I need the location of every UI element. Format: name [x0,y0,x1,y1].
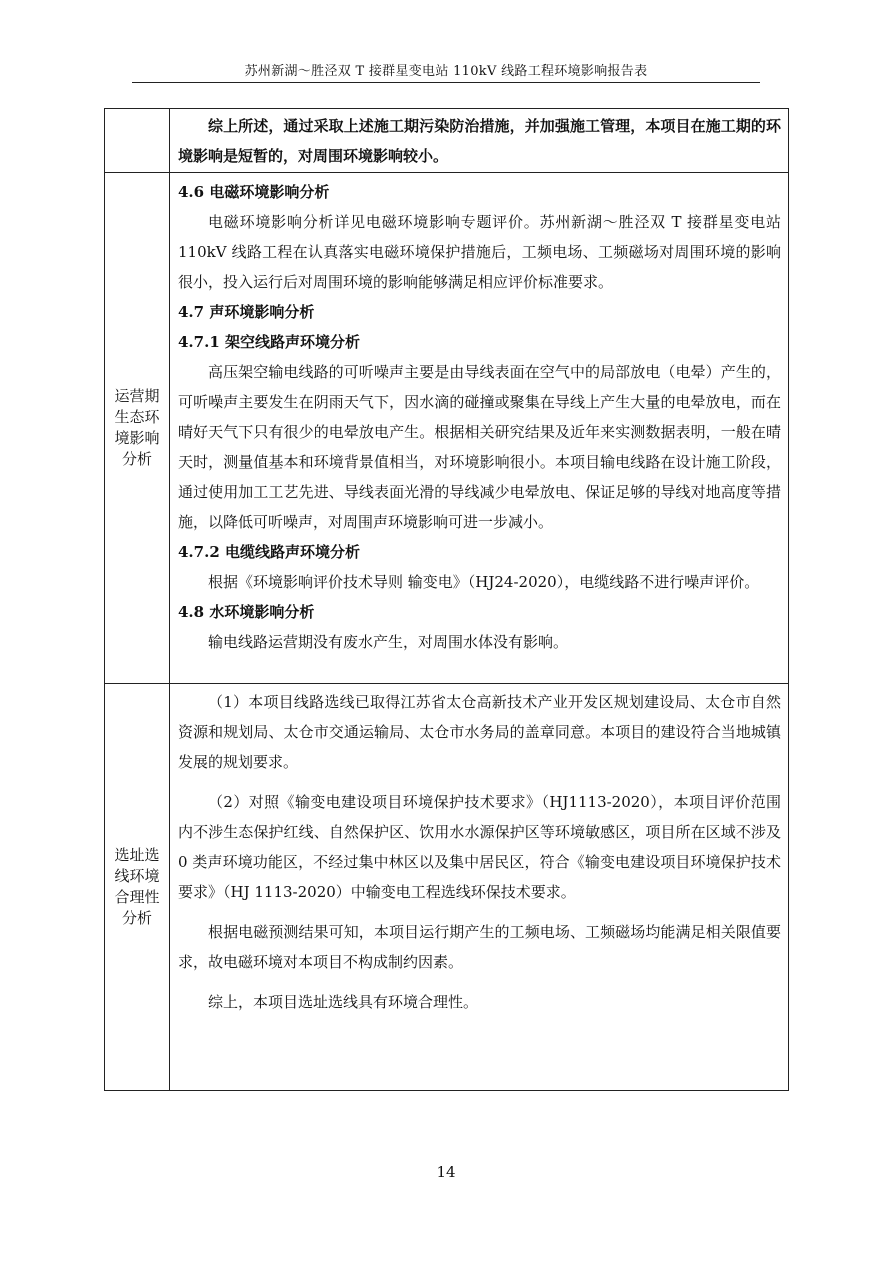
table-row [105,684,789,1091]
row-label-siting-text: 选址选线环境合理性分析 [114,846,160,927]
report-table [104,108,789,1091]
section-4-7-2-body: 根据《环境影响评价技术导则 输变电》（HJ24-2020），电缆线路不进行噪声评价。 [208,573,760,591]
siting-paragraph-4: 综上，本项目选址选线具有环境合理性。 [208,993,479,1011]
construction-summary: 综上所述，通过采取上述施工期污染防治措施，并加强施工管理，本项目在施工期的环境影响是短暂的，对周围环境影响较小。 [178,117,781,165]
siting-paragraph-3: 根据电磁预测结果可知，本项目运行期产生的工频电场、工频磁场均能满足相关限值要求，故电磁环境对本项目不构成制约因素。 [178,923,781,971]
row-label-empty [105,109,170,173]
section-4-7-1-title: 4.7.1 架空线路声环境分析 [178,333,360,351]
siting-paragraph-1: （1）本项目线路选线已取得江苏省太仓高新技术产业开发区规划建设局、太仓市自然资源和规划局、太仓市交通运输局、太仓市水务局的盖章同意。本项目的建设符合当地城镇发展的规划要求。 [178,693,781,771]
section-4-6-body: 电磁环境影响分析详见电磁环境影响专题评价。苏州新湖～胜泾双 T 接群星变电站 110kV 线路工程在认真落实电磁环境保护措施后，工频电场、工频磁场对周围环境的影响很小，投入运行后对周围环境的影响能够满足相应评价标准要求。 [178,213,781,291]
siting-paragraph-2: （2）对照《输变电建设项目环境保护技术要求》（HJ1113-2020），本项目评价范围内不涉生态保护红线、自然保护区、饮用水水源保护区等环境敏感区，项目所在区域不涉及 0 类声环境功能区，不经过集中林区以及集中居民区，符合《输变电建设项目环境保护技术要求》（HJ 1113-2020）中输变电工程选线环保技术要求。 [178,793,781,901]
page-number: 14 [436,1163,456,1181]
section-4-7-title: 4.7 声环境影响分析 [178,303,315,321]
section-4-8-body: 输电线路运营期没有废水产生，对周围水体没有影响。 [208,633,569,651]
section-4-7-1-body: 高压架空输电线路的可听噪声主要是由导线表面在空气中的局部放电（电晕）产生的，可听噪声主要发生在阴雨天气下，因水滴的碰撞或聚集在导线上产生大量的电晕放电，而在晴好天气下只有很少的电晕放电产生。根据相关研究结果及近年来实测数据表明，一般在晴天时，测量值基本和环境背景值相当，对环境影响很小。本项目输电线路在设计施工阶段，通过使用加工工艺先进、导线表面光滑的导线减少电晕放电、保证足够的导线对地高度等措施，以降低可听噪声，对周围声环境影响可进一步减小。 [178,363,781,531]
construction-summary-cell [170,109,789,173]
row-label-operation-text: 运营期生态环境影响分析 [114,387,160,468]
section-4-8-title: 4.8 水环境影响分析 [178,603,315,621]
operation-analysis-cell [170,173,789,684]
section-4-7-2-title: 4.7.2 电缆线路声环境分析 [178,543,360,561]
siting-analysis-cell [170,684,789,1091]
table-row [105,173,789,684]
row-label-siting [105,684,170,1091]
row-label-operation [105,173,170,684]
page-header: 苏州新湖～胜泾双 T 接群星变电站 110kV 线路工程环境影响报告表 [132,62,760,83]
section-4-6-title: 4.6 电磁环境影响分析 [178,183,330,201]
table-row [105,109,789,173]
